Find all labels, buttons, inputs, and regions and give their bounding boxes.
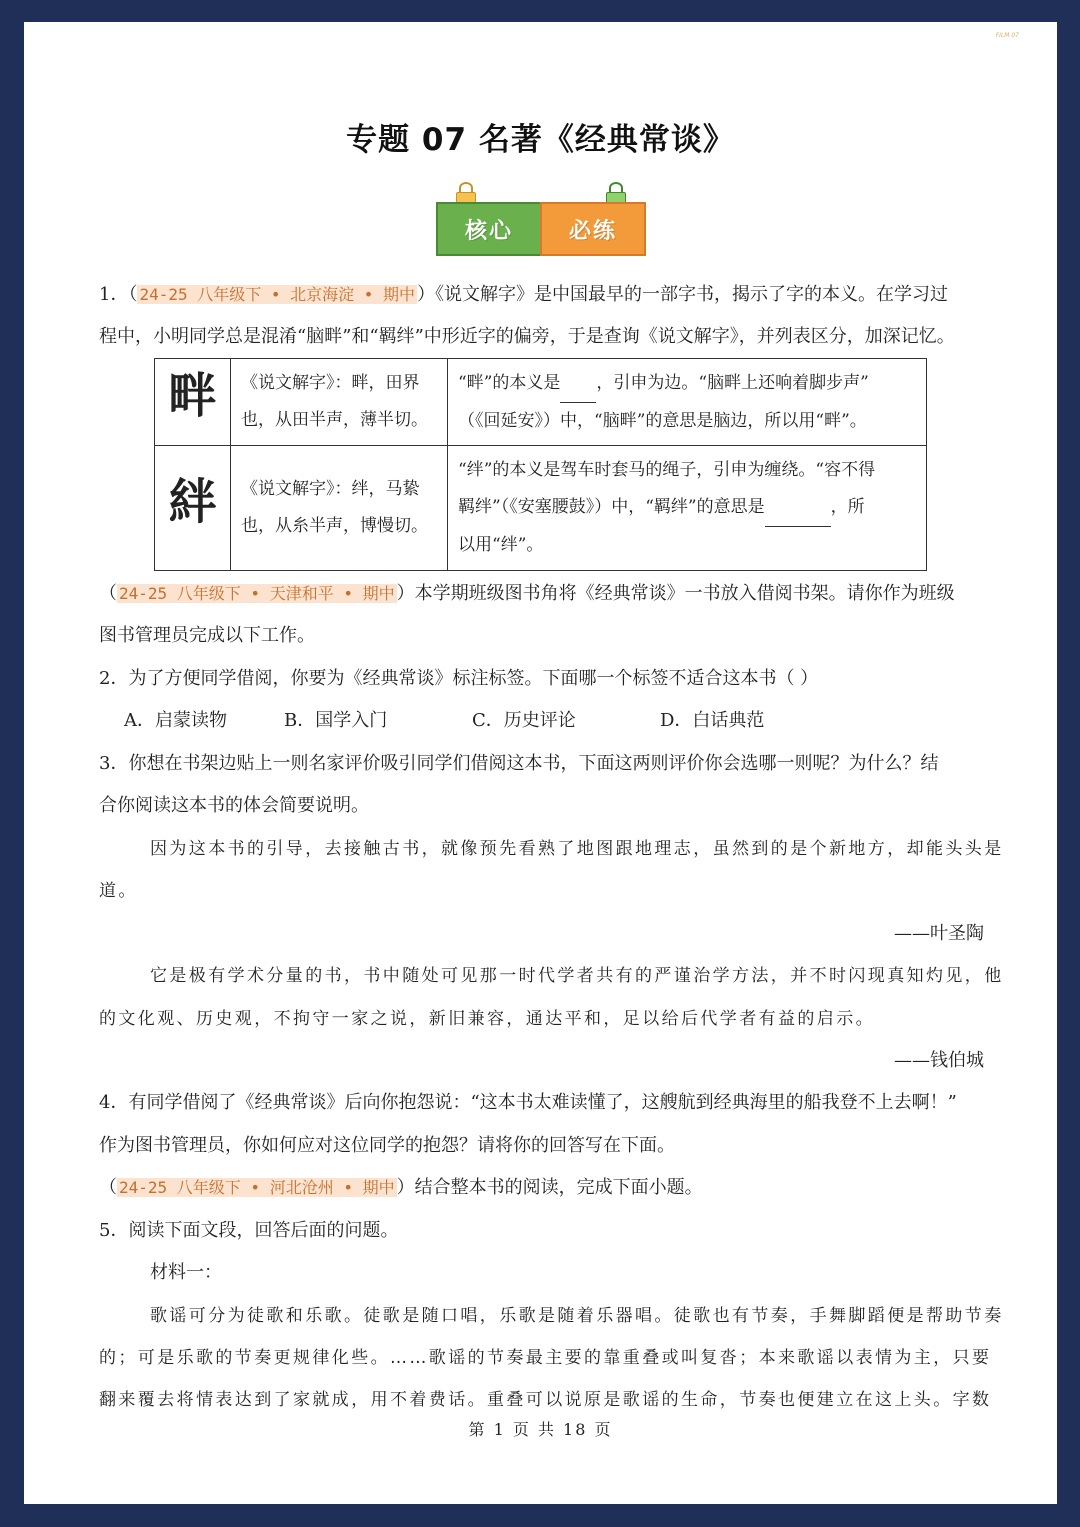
answer-blank[interactable] bbox=[560, 365, 596, 403]
table-row bbox=[155, 359, 927, 446]
source-tag: 24-25 八年级下 • 河北沧州 • 期中 bbox=[119, 1178, 395, 1197]
answer-blank[interactable] bbox=[765, 489, 831, 527]
material-line3: 翻来覆去将情表达到了家就成，用不着费话。重叠可以说原是歌谣的生命，节奏也便建立在这上头。字数 bbox=[99, 1390, 992, 1410]
option-b[interactable]: B．国学入门 bbox=[284, 710, 388, 731]
q2-options bbox=[124, 706, 1009, 736]
seal-glyph-ban: 絆 bbox=[155, 446, 231, 571]
q1-line2: 程中，小明同学总是混淆“脑畔”和“羁绊”中形近字的偏旁，于是查询《说文解字》，并列表区分，加深记忆。 bbox=[99, 326, 955, 347]
page-footer: 第 1 页 共 18 页 bbox=[468, 1420, 613, 1439]
material-line2: 的；可是乐歌的节奏更规律化些。……歌谣的节奏最主要的靠重叠或叫复沓；本来歌谣以表情为主，只要 bbox=[99, 1348, 992, 1368]
header-mark: FILM 07 bbox=[995, 32, 1019, 39]
definition-cell: 《说文解字》：绊，马絷 也，从糸半声，博慢切。 bbox=[231, 446, 448, 571]
note-cell: “畔”的本义是 ，引申为边。“脑畔上还响着脚步声” （《回延安》）中，“脑畔”的意思是脑边，所以用“畔”。 bbox=[448, 359, 927, 446]
table-row bbox=[155, 446, 927, 571]
definition-cell: 《说文解字》：畔，田界 也，从田半声，薄半切。 bbox=[231, 359, 448, 446]
material-line1: 歌谣可分为徒歌和乐歌。徒歌是随口唱，乐歌是随着乐器唱。徒歌也有节奏，手舞脚蹈便是帮助节奏 bbox=[150, 1306, 1004, 1326]
q3-line1: 3．你想在书架边贴上一则名家评价吸引同学们借阅这本书，下面这两则评价你会选哪一则呢？为什么？结 bbox=[99, 753, 939, 774]
shuowen-table bbox=[154, 358, 927, 571]
badge-right: 必练 bbox=[540, 202, 646, 256]
quote2-author: ——钱伯城 bbox=[894, 1050, 984, 1071]
option-a[interactable]: A．启蒙读物 bbox=[124, 710, 227, 731]
seal-glyph-pan: 畔 bbox=[155, 359, 231, 446]
quote1-line1: 因为这本书的引导，去接触古书，就像预先看熟了地图跟地理志，虽然到的是个新地方，却能头头是 bbox=[150, 839, 1004, 859]
intro2-line2: 图书管理员完成以下工作。 bbox=[99, 625, 315, 646]
q1-line1: 1．（ 24-25 八年级下 • 北京海淀 • 期中 ）《说文解字》是中国最早的一部字书，揭示了字的本义。在学习过 bbox=[99, 284, 949, 305]
option-c[interactable]: C．历史评论 bbox=[472, 710, 576, 731]
q3-line2: 合你阅读这本书的体会简要说明。 bbox=[99, 795, 369, 816]
quote1-author: ——叶圣陶 bbox=[894, 923, 984, 944]
q2-stem: 2．为了方便同学借阅，你要为《经典常谈》标注标签。下面哪一个标签不适合这本书（ ） bbox=[99, 668, 819, 689]
source-tag: 24-25 八年级下 • 北京海淀 • 期中 bbox=[139, 285, 416, 304]
badge-left: 核心 bbox=[436, 202, 542, 256]
q5-stem: 5．阅读下面文段，回答后面的问题。 bbox=[99, 1220, 399, 1241]
q4-line1: 4．有同学借阅了《经典常谈》后向你抱怨说：“这本书太难读懂了，这艘航到经典海里的船我登不上去啊！” bbox=[99, 1092, 957, 1113]
document-page bbox=[24, 22, 1057, 1504]
page-title: 专题 07 名著《经典常谈》 bbox=[346, 122, 735, 158]
quote1-line2: 道。 bbox=[99, 881, 138, 901]
q4-line2: 作为图书管理员，你如何应对这位同学的抱怨？请将你的回答写在下面。 bbox=[99, 1135, 675, 1156]
source-tag: 24-25 八年级下 • 天津和平 • 期中 bbox=[119, 584, 395, 603]
option-d[interactable]: D．白话典范 bbox=[660, 710, 765, 731]
core-practice-badge bbox=[436, 182, 646, 258]
material-label: 材料一： bbox=[150, 1262, 222, 1283]
intro5-line: （ 24-25 八年级下 • 河北沧州 • 期中 ）结合整本书的阅读，完成下面小题。 bbox=[99, 1177, 703, 1198]
quote2-line1: 它是极有学术分量的书，书中随处可见那一时代学者共有的严谨治学方法，并不时闪现真知灼见，他 bbox=[150, 966, 1004, 986]
note-cell: “绊”的本义是驾车时套马的绳子，引申为缠绕。“容不得 羁绊”（《安塞腰鼓》）中，“羁绊”的意思是 ，所 以用“绊”。 bbox=[448, 446, 927, 571]
quote2-line2: 的文化观、历史观，不拘守一家之说，新旧兼容，通达平和，足以给后代学者有益的启示。 bbox=[99, 1009, 875, 1029]
intro2-line1: （ 24-25 八年级下 • 天津和平 • 期中 ）本学期班级图书角将《经典常谈》一书放入借阅书架。请你作为班级 bbox=[99, 583, 955, 604]
